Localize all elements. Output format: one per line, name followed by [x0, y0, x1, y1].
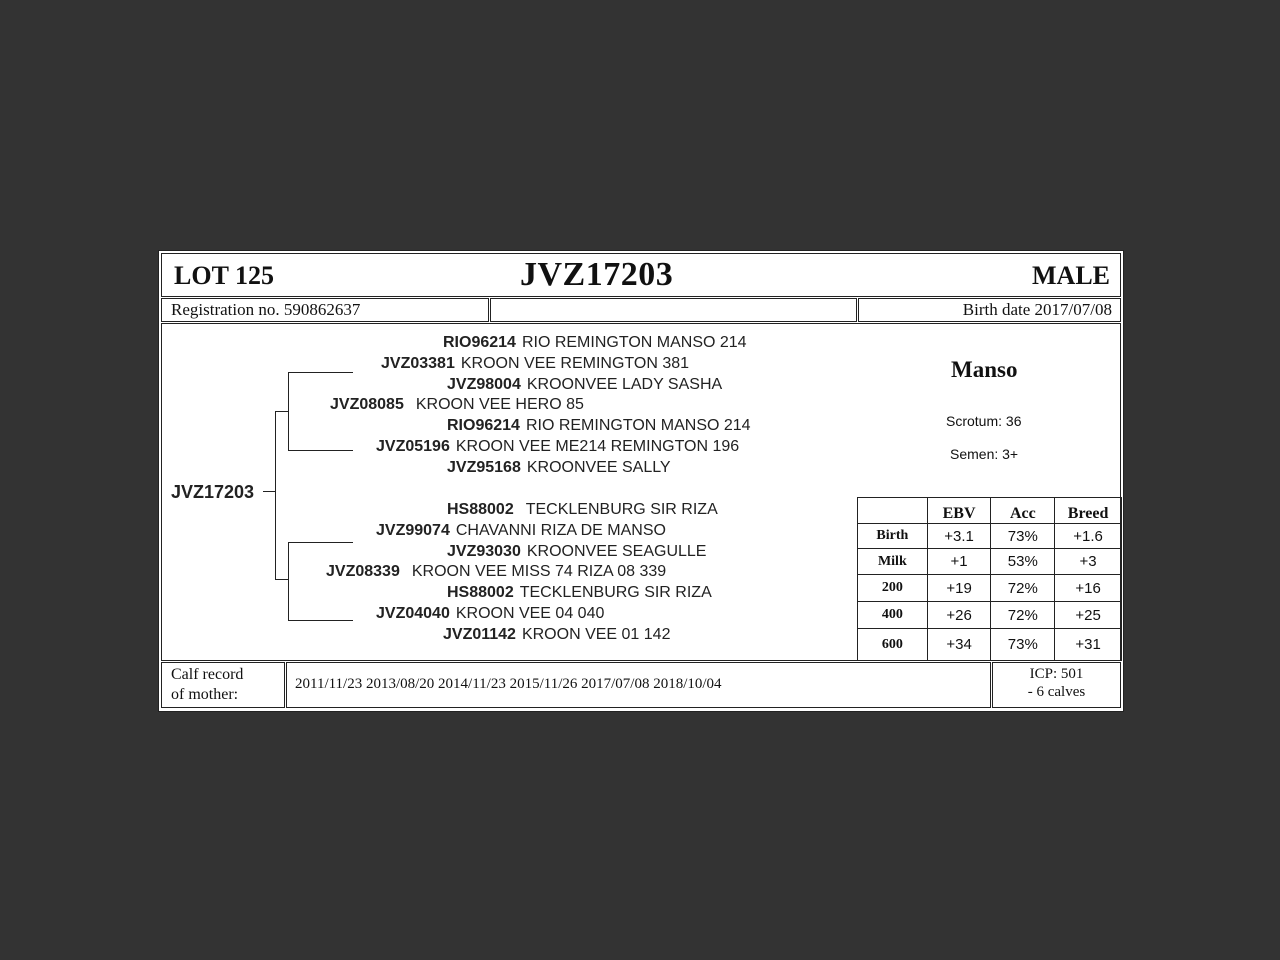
- calf-record-dates: 2011/11/23 2013/08/20 2014/11/23 2015/11/26 2017/07/08 2018/10/04: [295, 676, 722, 692]
- sex-label: MALE: [1032, 261, 1110, 290]
- ebv-row-200: [858, 575, 1122, 602]
- calf-record-dates-cell: [286, 662, 991, 708]
- tree-line: [288, 542, 289, 620]
- ebv-row-label: 400: [858, 602, 928, 629]
- ebv-row-birth: [858, 524, 1122, 549]
- ebv-header-ebv: EBV: [927, 498, 991, 524]
- ebv-table: [857, 497, 1122, 661]
- breed-value: +31: [1055, 629, 1122, 661]
- tree-line: [288, 372, 353, 373]
- breed-value: +1.6: [1055, 524, 1122, 549]
- pedigree-entry: JVZ99074 CHAVANNI RIZA DE MANSO: [376, 522, 666, 539]
- lot-number: LOT 125: [174, 261, 274, 290]
- animal-id-title: JVZ17203: [520, 256, 674, 293]
- calf-count: - 6 calves: [1027, 684, 1086, 700]
- ebv-row-label: Birth: [858, 524, 928, 549]
- scrotum-value: Scrotum: 36: [946, 413, 1022, 429]
- ebv-row-milk: [858, 549, 1122, 575]
- pedigree-entry: JVZ95168 KROONVEE SALLY: [447, 459, 671, 476]
- tree-line: [288, 372, 289, 450]
- registration-number: Registration no. 590862637: [171, 300, 361, 319]
- pedigree-entry: JVZ04040 KROON VEE 04 040: [376, 605, 605, 622]
- animal-name: Manso: [951, 357, 1018, 382]
- tree-line: [275, 579, 288, 580]
- icp-value: ICP: 501: [1029, 666, 1084, 682]
- pedigree-entry: RIO96214 RIO REMINGTON MANSO 214: [447, 417, 751, 434]
- acc-value: 73%: [991, 629, 1055, 661]
- tree-line: [288, 542, 353, 543]
- pedigree-entry: HS88002 TECKLENBURG SIR RIZA: [447, 501, 718, 518]
- ebv-row-600: [858, 629, 1122, 661]
- tree-line: [288, 620, 353, 621]
- semen-value: Semen: 3+: [950, 446, 1019, 462]
- breed-value: +3: [1055, 549, 1122, 575]
- pedigree-entry: RIO96214 RIO REMINGTON MANSO 214: [443, 334, 747, 351]
- pedigree-root: JVZ17203: [171, 482, 255, 502]
- main-area: [161, 323, 1121, 661]
- breed-value: +16: [1055, 575, 1122, 602]
- acc-value: 53%: [991, 549, 1055, 575]
- header-row: [161, 253, 1121, 297]
- pedigree-entry: HS88002 TECKLENBURG SIR RIZA: [447, 584, 712, 601]
- registration-cell: [161, 298, 489, 322]
- ebv-header-breed: Breed: [1055, 498, 1122, 524]
- birth-date: Birth date 2017/07/08: [962, 300, 1112, 319]
- ebv-value: +1: [927, 549, 991, 575]
- ebv-row-label: 600: [858, 629, 928, 661]
- tree-line: [275, 411, 276, 579]
- pedigree-entry: JVZ08085 KROON VEE HERO 85: [330, 396, 584, 413]
- calf-record-label-1: Calf record: [171, 666, 244, 683]
- pedigree-entry: JVZ08339 KROON VEE MISS 74 RIZA 08 339: [326, 563, 667, 580]
- breed-value: +25: [1055, 602, 1122, 629]
- tree-line: [263, 491, 275, 492]
- icp-cell: [992, 662, 1121, 708]
- animal-card: [158, 250, 1124, 712]
- pedigree-entry: JVZ01142 KROON VEE 01 142: [443, 626, 671, 643]
- blank-cell: [490, 298, 857, 322]
- acc-value: 72%: [991, 602, 1055, 629]
- calf-record-label-2: of mother:: [171, 686, 239, 703]
- acc-value: 72%: [991, 575, 1055, 602]
- ebv-header-blank: [858, 498, 928, 524]
- pedigree-entry: JVZ93030 KROONVEE SEAGULLE: [447, 543, 707, 560]
- birth-date-cell: [858, 298, 1121, 322]
- tree-line: [275, 411, 288, 412]
- pedigree-entry: JVZ98004 KROONVEE LADY SASHA: [447, 376, 723, 393]
- ebv-row-label: Milk: [858, 549, 928, 575]
- ebv-row-label: 200: [858, 575, 928, 602]
- ebv-value: +19: [927, 575, 991, 602]
- ebv-row-400: [858, 602, 1122, 629]
- calf-record-label-cell: [161, 662, 285, 708]
- pedigree-entry: JVZ05196 KROON VEE ME214 REMINGTON 196: [376, 438, 740, 455]
- ebv-value: +26: [927, 602, 991, 629]
- tree-line: [288, 450, 353, 451]
- acc-value: 73%: [991, 524, 1055, 549]
- pedigree-entry: JVZ03381 KROON VEE REMINGTON 381: [381, 355, 690, 372]
- ebv-header-acc: Acc: [991, 498, 1055, 524]
- ebv-value: +3.1: [927, 524, 991, 549]
- ebv-value: +34: [927, 629, 991, 661]
